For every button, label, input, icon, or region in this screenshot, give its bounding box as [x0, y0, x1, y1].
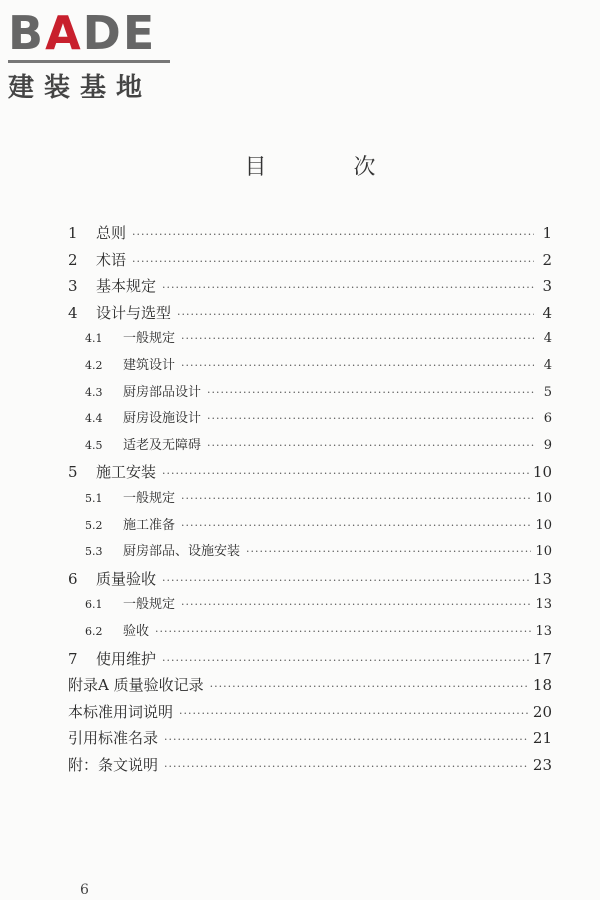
- toc-entry[interactable]: [68, 406, 552, 433]
- toc-entry-page: 13: [532, 569, 552, 588]
- toc-entry-number: 4.3: [85, 385, 103, 399]
- toc-entry-label: 适老及无障碍: [123, 437, 202, 453]
- toc-entry-page: 21: [532, 729, 552, 748]
- toc-dot-leader: [207, 433, 534, 460]
- toc-entry-page: 10: [535, 517, 552, 533]
- toc-entry-label: 术语: [96, 250, 127, 269]
- toc-entry[interactable]: [68, 566, 552, 593]
- toc-dot-leader: [162, 648, 529, 675]
- toc-entry[interactable]: [68, 300, 552, 327]
- toc-entry[interactable]: [68, 725, 552, 752]
- toc-dot-leader: [132, 222, 534, 249]
- toc-dot-leader: [177, 302, 534, 329]
- toc-dot-leader: [207, 406, 534, 433]
- toc-entry-number: 4.4: [85, 412, 103, 426]
- toc-entry[interactable]: [68, 539, 552, 566]
- toc-entry[interactable]: [68, 433, 552, 460]
- toc-entry-label: 一般规定: [123, 490, 176, 506]
- toc-dot-leader: [181, 353, 534, 380]
- toc-entry-page: 13: [535, 623, 552, 639]
- toc-entry-page: 23: [532, 755, 552, 774]
- toc-dot-leader: [162, 461, 529, 488]
- toc-entry-number: 5.1: [85, 491, 103, 505]
- toc-entry-label: 厨房部品设计: [123, 384, 202, 400]
- logo-subtitle: 建装基地: [8, 73, 153, 103]
- toc-entry[interactable]: [68, 513, 552, 540]
- toc-entry-page: 3: [542, 277, 552, 296]
- toc-entry-page: 4: [543, 331, 552, 347]
- toc-entry-number: 3: [68, 277, 78, 296]
- toc-entry-page: 10: [532, 463, 552, 482]
- toc-entry[interactable]: [68, 326, 552, 353]
- toc-entry-label: 总则: [96, 224, 127, 242]
- toc-entry[interactable]: [68, 247, 552, 274]
- toc-entry-label: 施工安装: [96, 463, 157, 482]
- toc-dot-leader: [207, 380, 534, 407]
- toc-entry-page: 13: [535, 597, 552, 613]
- toc-entry-page: 9: [543, 437, 552, 453]
- toc-dot-leader: [181, 592, 531, 619]
- toc-entry-number: 2: [68, 250, 78, 269]
- toc-entry-label: 一般规定: [123, 331, 176, 347]
- toc-entry-page: 4: [543, 357, 552, 373]
- toc-entry-number: 6.2: [85, 624, 103, 638]
- toc-entry-number: 7: [68, 649, 78, 668]
- toc-entry[interactable]: [68, 380, 552, 407]
- toc-entry[interactable]: [68, 273, 552, 300]
- toc-entry-label: 设计与选型: [96, 303, 172, 322]
- page-title: 目 次: [244, 155, 416, 180]
- toc-entry[interactable]: [68, 646, 552, 673]
- toc-entry[interactable]: [68, 619, 552, 646]
- logo-divider: [8, 60, 170, 63]
- toc-dot-leader: [164, 754, 529, 781]
- toc-entry-number: 4.2: [85, 358, 103, 372]
- toc-entry-label: 建筑设计: [123, 357, 176, 373]
- toc-entry-number: 4.1: [85, 332, 103, 346]
- toc-entry[interactable]: [68, 672, 552, 699]
- toc-entry-label: 施工准备: [123, 517, 176, 533]
- toc-dot-leader: [155, 619, 531, 646]
- toc-dot-leader: [210, 674, 529, 701]
- toc-entry-number: 4: [68, 303, 78, 322]
- logo-wordmark: BADE: [8, 6, 157, 60]
- toc-dot-leader: [164, 727, 529, 754]
- toc-entry-label: 本标准用词说明: [68, 702, 174, 721]
- toc-entry-page: 10: [535, 544, 552, 560]
- toc-entry-page: 5: [543, 384, 552, 400]
- toc-entry-label: 厨房设施设计: [123, 411, 202, 427]
- toc-entry-page: 6: [543, 411, 552, 427]
- toc-entry-page: 4: [542, 303, 552, 322]
- toc-dot-leader: [181, 486, 531, 513]
- toc-entry-label: 附录A 质量验收记录: [68, 676, 204, 695]
- toc-dot-leader: [181, 513, 531, 540]
- toc-entry-number: 5: [68, 463, 78, 482]
- toc-entry[interactable]: [68, 752, 552, 779]
- toc-entry-page: 17: [532, 649, 552, 668]
- toc-entry[interactable]: [68, 220, 552, 247]
- toc-dot-leader: [162, 275, 534, 302]
- toc-entry[interactable]: [68, 486, 552, 513]
- toc-entry-number: 5.3: [85, 545, 103, 559]
- toc-entry-number: 1: [68, 224, 78, 242]
- toc-entry-label: 使用维护: [96, 649, 157, 668]
- toc-entry-label: 基本规定: [96, 277, 157, 296]
- toc-entry[interactable]: [68, 699, 552, 726]
- toc-entry-label: 厨房部品、设施安装: [123, 544, 241, 560]
- footer-page-number: 6: [80, 882, 89, 898]
- toc-entry[interactable]: [68, 353, 552, 380]
- toc-entry-number: 6.1: [85, 598, 103, 612]
- toc-dot-leader: [181, 326, 534, 353]
- toc-entry-label: 验收: [123, 623, 150, 639]
- toc-dot-leader: [179, 701, 529, 728]
- table-of-contents: [68, 220, 552, 778]
- toc-dot-leader: [132, 249, 534, 276]
- toc-entry-number: 6: [68, 569, 78, 588]
- toc-dot-leader: [246, 539, 531, 566]
- toc-entry-label: 引用标准名录: [68, 729, 159, 748]
- toc-dot-leader: [162, 568, 529, 595]
- toc-entry-label: 质量验收: [96, 569, 157, 588]
- toc-entry-number: 4.5: [85, 438, 103, 452]
- toc-entry-page: 2: [542, 250, 552, 269]
- toc-entry-page: 20: [532, 702, 552, 721]
- toc-entry-label: 附：条文说明: [68, 755, 159, 774]
- toc-entry[interactable]: [68, 459, 552, 486]
- brand-logo: [8, 8, 178, 104]
- toc-entry-page: 1: [542, 224, 552, 242]
- toc-entry[interactable]: [68, 592, 552, 619]
- toc-entry-page: 10: [535, 490, 552, 506]
- toc-entry-number: 5.2: [85, 518, 103, 532]
- toc-entry-label: 一般规定: [123, 597, 176, 613]
- toc-entry-page: 18: [532, 676, 552, 695]
